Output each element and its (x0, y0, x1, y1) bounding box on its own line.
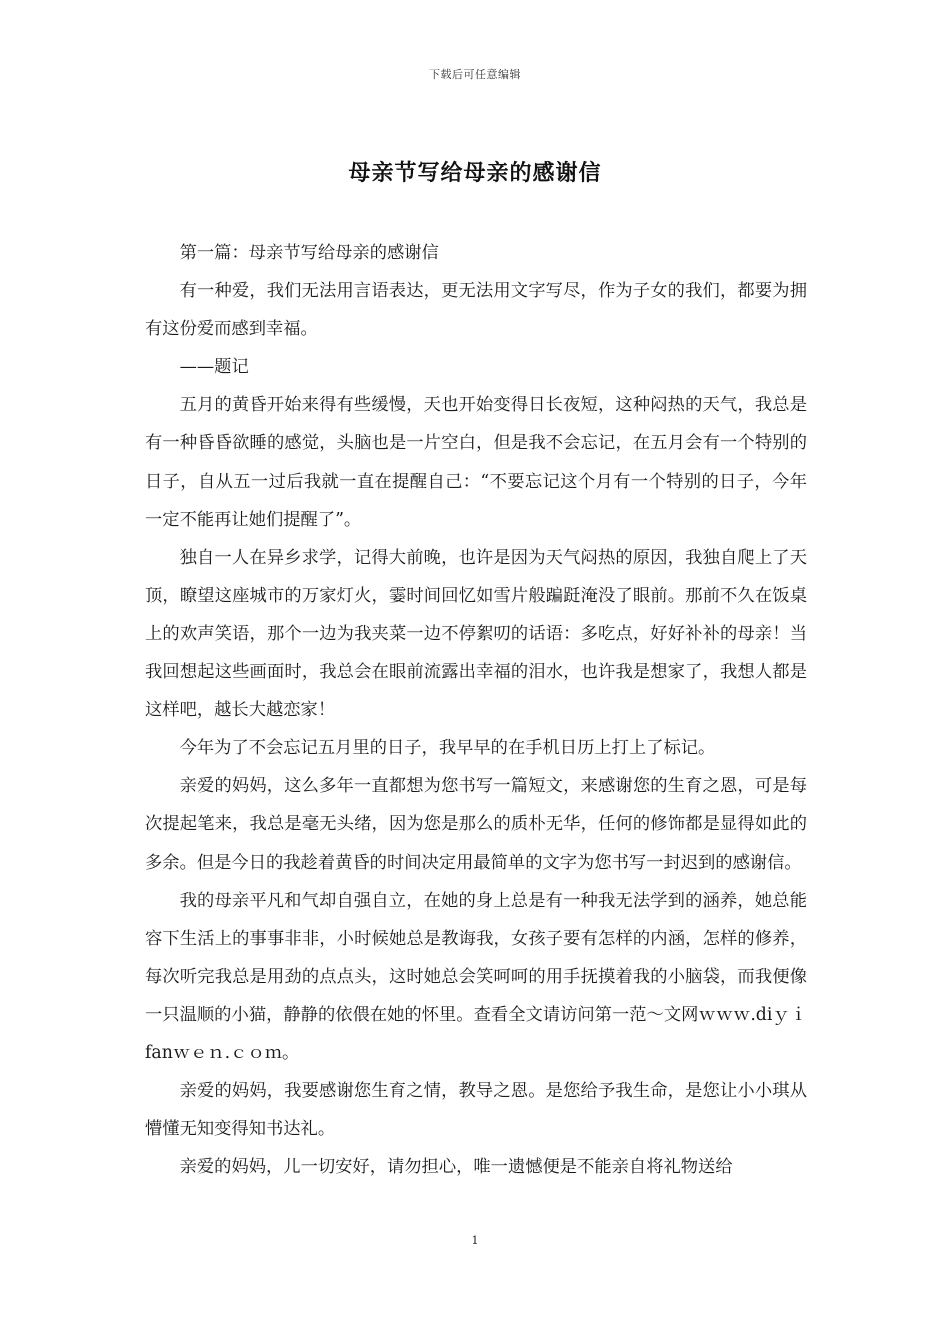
page-number: 1 (471, 1234, 479, 1247)
paragraph: 独自一人在异乡求学，记得大前晚，也许是因为天气闷热的原因，我独自爬上了天顶，瞭望这座城市的万家灯火，霎时间回忆如雪片般蹁跹淹没了眼前。那前不久在饭桌上的欢声笑语，那个一边为我夹菜一边不停絮叨的话语：多吃点，好好补补的母亲！当我回想起这些画面时，我总会在眼前流露出幸福的泪水，也许我是想家了，我想人都是这样吧，越长大越恋家！ (145, 547, 807, 721)
paragraph-section-heading: 第一篇：母亲节写给母亲的感谢信 (179, 243, 439, 263)
paragraph-epigraph-attribution: ——题记 (179, 357, 249, 378)
paragraph: 亲爱的妈妈，这么多年一直都想为您书写一篇短文，来感谢您的生育之恩，可是每次提起笔来，我总是毫无头绪，因为您是那么的质朴无华，任何的修饰都是显得如此的多余。但是今日的我趁着黄昏的时间决定用最简单的文字为您书写一封迟到的感谢信。 (145, 776, 807, 873)
paragraph: 我的母亲平凡和气却自强自立，在她的身上总是有一种我无法学到的涵养，她总能容下生活上的事事非非，小时候她总是教诲我，女孩子要有怎样的内涵，怎样的修养，每次听完我总是用劲的点点头，这时她总会笑呵呵的用手抚摸着我的小脑袋，而我便像一只温顺的小猫，静静的依偎在她的怀里。查看全文请访问第一范～文网ｗｗｗ.diｙｉfanｗｅｎ.ｃｏｍ。 (145, 890, 807, 1063)
document-title: 母亲节写给母亲的感谢信 (348, 160, 602, 186)
header-note: 下载后可任意编辑 (429, 68, 521, 81)
paragraph: 五月的黄昏开始来得有些缓慢，天也开始变得日长夜短，这种闷热的天气，我总是有一种昏昏欲睡的感觉，头脑也是一片空白，但是我不会忘记，在五月会有一个特别的日子，自从五一过后我就一直在提醒自己：“不要忘记这个月有一个特别的日子，今年一定不能再让她们提醒了”。 (145, 395, 807, 530)
paragraph-epigraph: 有一种爱，我们无法用言语表达，更无法用文字写尽，作为子女的我们，都要为拥有这份爱而感到幸福。 (145, 281, 807, 340)
paragraph: 亲爱的妈妈，我要感谢您生育之情，教导之恩。是您给予我生命，是您让小小琪从懵懂无知变得知书达礼。 (145, 1081, 807, 1140)
paragraph: 亲爱的妈妈，儿一切安好，请勿担心，唯一遗憾便是不能亲自将礼物送给 (179, 1157, 733, 1178)
paragraph: 今年为了不会忘记五月里的日子，我早早的在手机日历上打上了标记。 (179, 738, 716, 759)
document-body (145, 234, 807, 1186)
